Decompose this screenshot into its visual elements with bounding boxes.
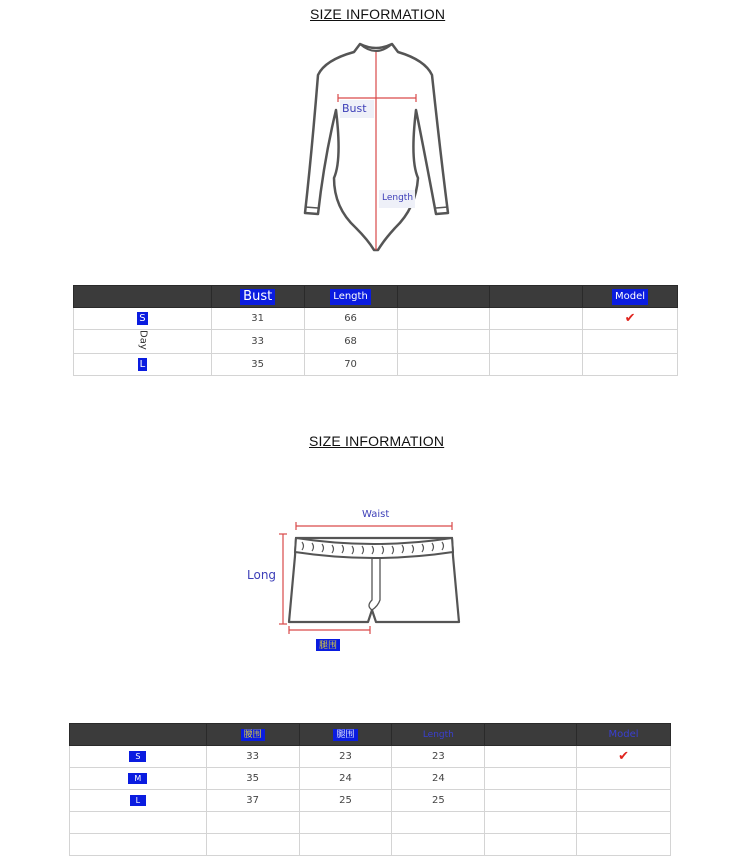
length-cell: 24 <box>392 768 485 790</box>
model-check-icon: ✔ <box>624 311 636 326</box>
size-badge: S <box>139 313 146 324</box>
bust-cell: 33 <box>211 330 304 354</box>
size-badge: M <box>128 773 147 784</box>
table-row <box>74 330 678 354</box>
table-header-row <box>70 724 671 746</box>
table-header-row <box>74 286 678 308</box>
thigh-cell: 24 <box>299 768 392 790</box>
shorts-size-table <box>69 723 671 856</box>
header-length: Length <box>330 289 371 305</box>
thigh-cell: 25 <box>299 790 392 812</box>
length-cell: 70 <box>304 353 397 375</box>
table-row <box>70 834 671 856</box>
table-row <box>74 308 678 330</box>
table-row <box>70 768 671 790</box>
waist-cell: 35 <box>206 768 299 790</box>
table-row <box>70 746 671 768</box>
model-cell <box>583 353 678 375</box>
length-cell: 68 <box>304 330 397 354</box>
model-check-icon: ✔ <box>618 749 629 764</box>
length-cell: 23 <box>392 746 485 768</box>
header-model: Model <box>608 729 639 740</box>
table-row <box>70 790 671 812</box>
model-cell <box>577 768 671 790</box>
header-model: Model <box>612 289 648 305</box>
length-cell: 66 <box>304 308 397 330</box>
waist-cell: 33 <box>206 746 299 768</box>
waist-cell: 37 <box>206 790 299 812</box>
thigh-label: 腿围 <box>316 639 340 651</box>
bodysuit-size-table <box>73 285 678 376</box>
size-badge: L <box>139 358 146 370</box>
table-row <box>70 812 671 834</box>
size-badge: L <box>130 795 146 806</box>
section1-title: SIZE INFORMATION <box>310 6 446 22</box>
waist-label: Waist <box>362 509 390 520</box>
shorts-diagram <box>279 522 459 634</box>
length-cell: 25 <box>392 790 485 812</box>
size-badge: S <box>129 751 146 762</box>
size-label: Day <box>137 330 149 350</box>
length-label: Length <box>382 193 414 203</box>
bust-cell: 31 <box>211 308 304 330</box>
model-cell <box>583 330 678 354</box>
header-bust: Bust <box>240 289 275 305</box>
section2-title: SIZE INFORMATION <box>309 433 445 449</box>
header-length: Length <box>422 730 454 740</box>
header-waist: 腰围 <box>241 729 265 741</box>
long-label: Long <box>247 568 277 582</box>
bust-label: Bust <box>342 102 367 115</box>
table-row <box>74 353 678 375</box>
thigh-cell: 23 <box>299 746 392 768</box>
header-thigh: 腿围 <box>333 729 357 741</box>
bust-cell: 35 <box>211 353 304 375</box>
model-cell <box>577 790 671 812</box>
